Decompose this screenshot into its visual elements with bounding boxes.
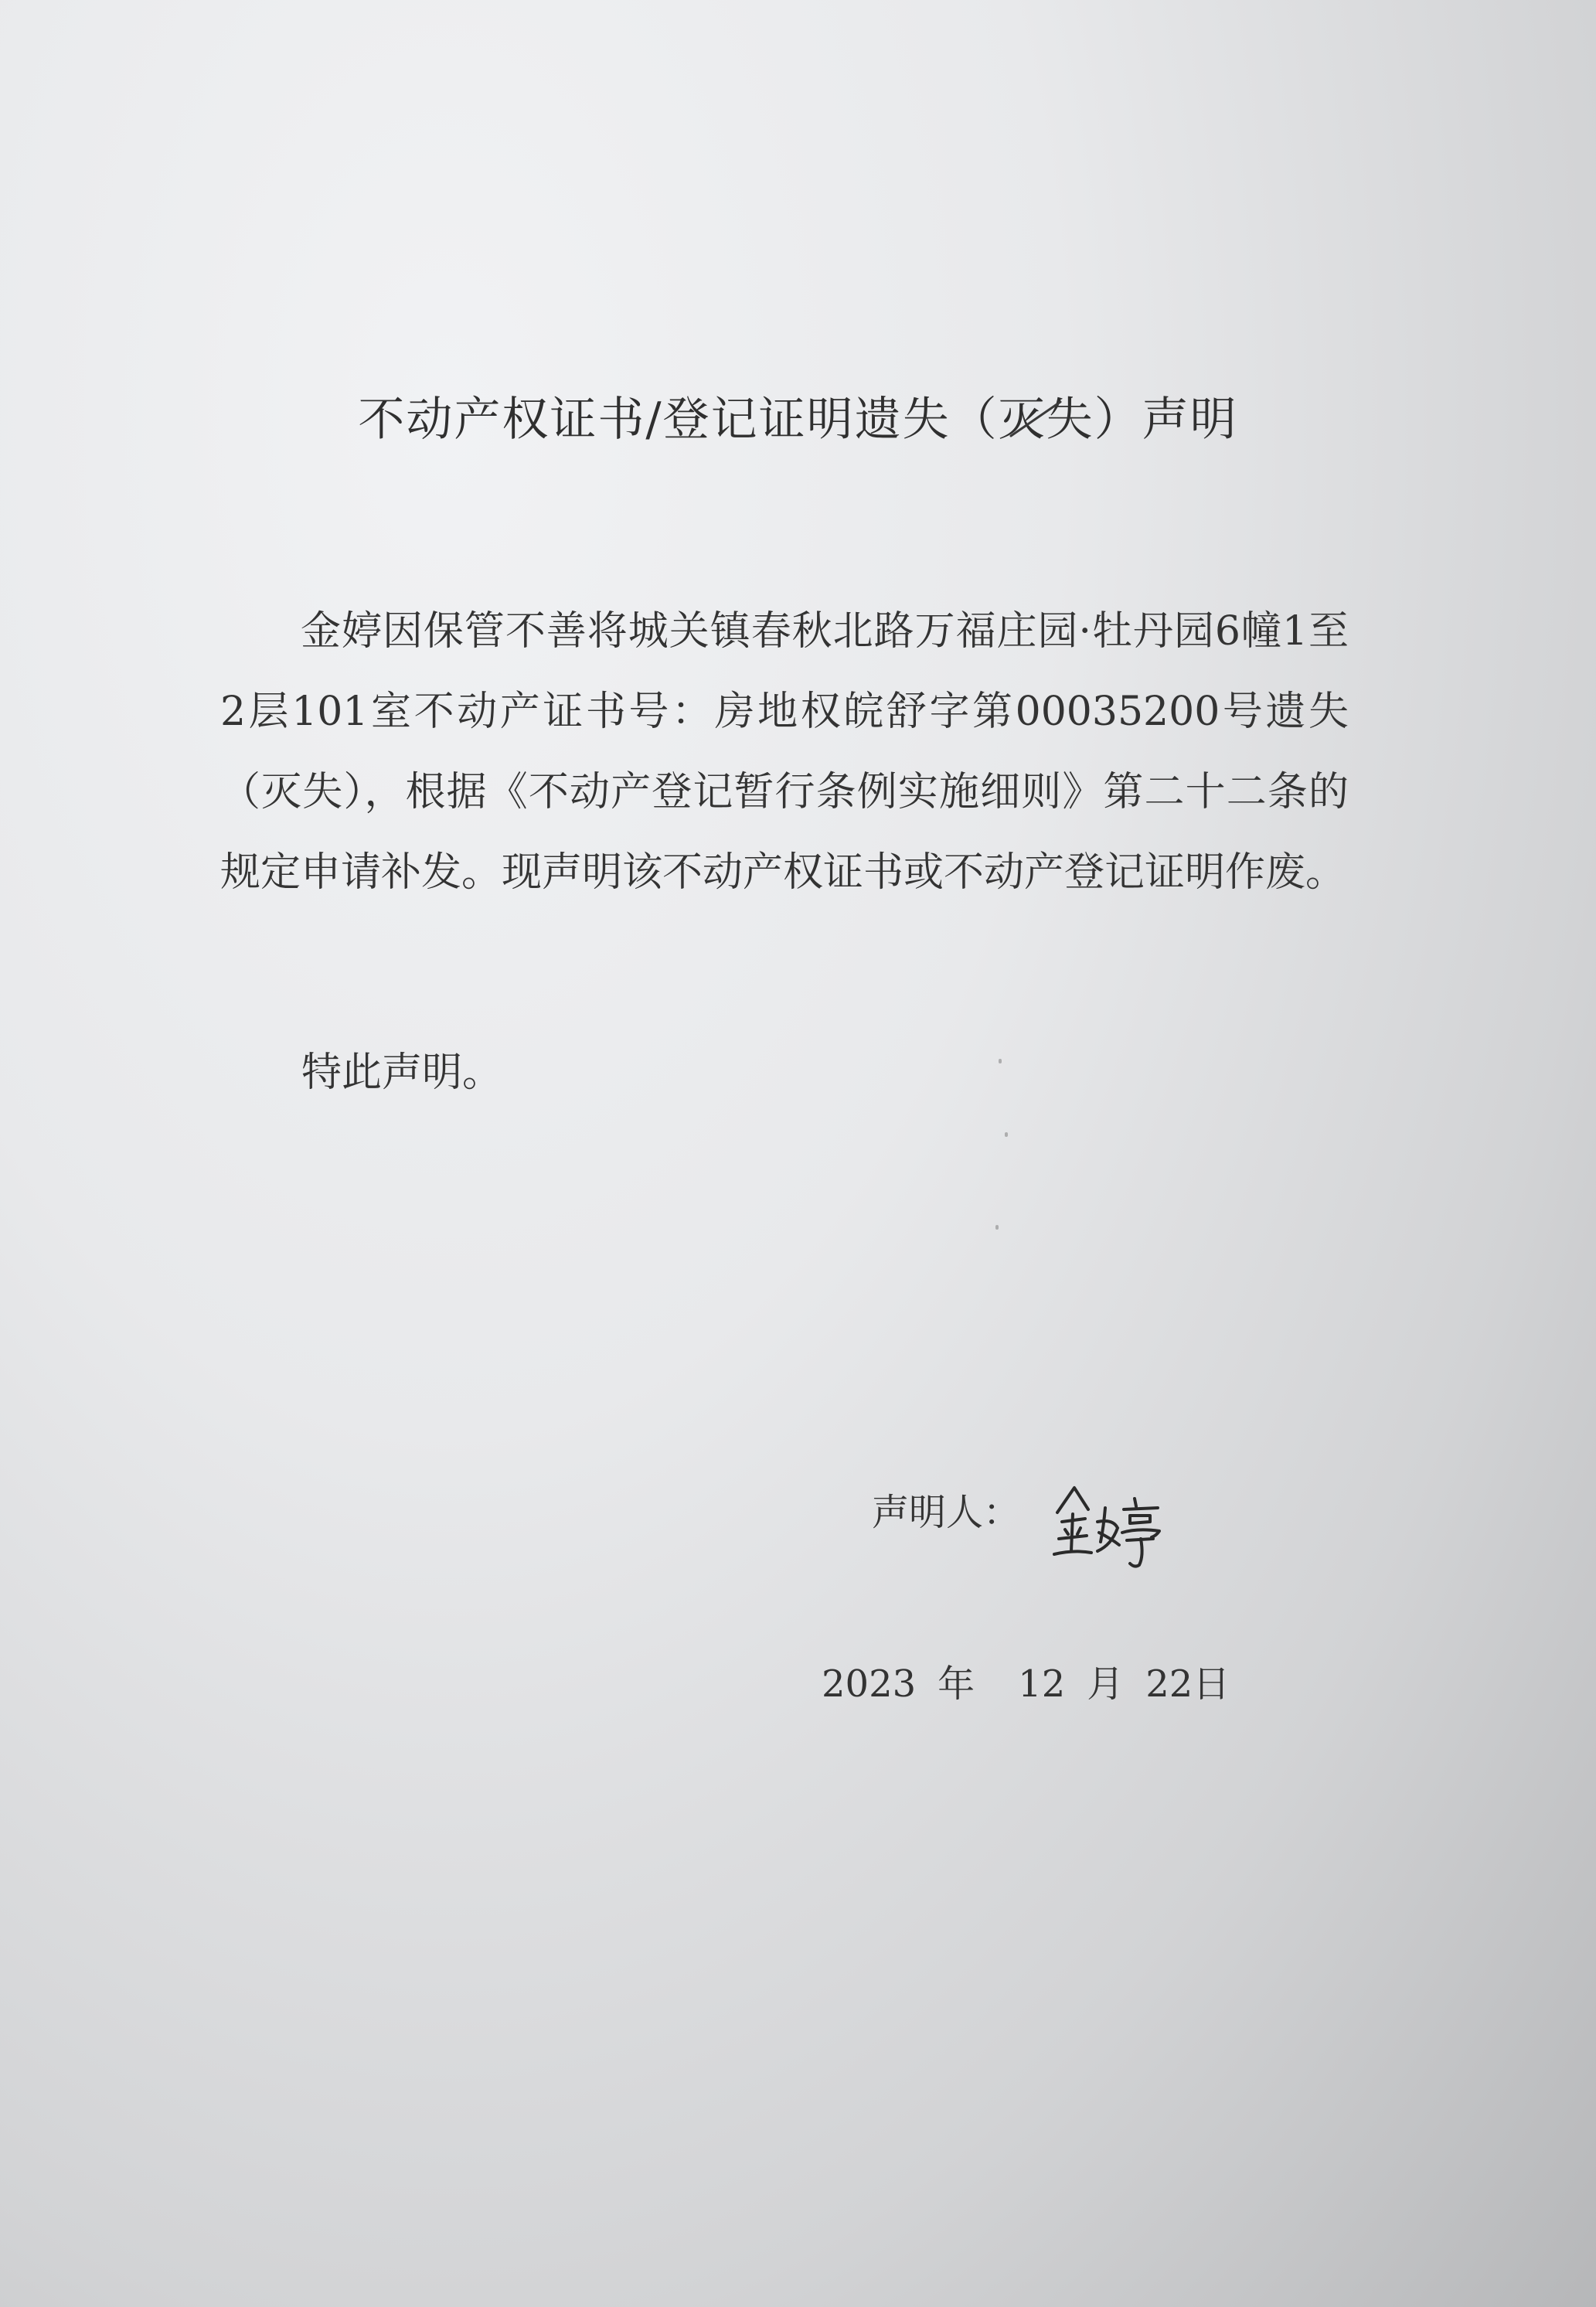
handwritten-signature: [1043, 1465, 1175, 1573]
closing-statement: 特此声明。: [301, 1050, 503, 1096]
strike-through-mark: [1005, 396, 1067, 442]
document-title: 不动产权证书/登记证明遗失（灭失）声明: [358, 393, 1238, 447]
date-year-unit: 年: [938, 1662, 975, 1706]
date-day: 22: [1145, 1662, 1193, 1706]
date-year: 2023: [822, 1662, 917, 1706]
declarant-label: 声明人：: [872, 1491, 1021, 1534]
declaration-date: [822, 1654, 1230, 1707]
declaration-body: 金婷因保管不善将城关镇春秋北路万福庄园·牡丹园6幢1至2层101室不动产证书号：房地权皖舒字第00035200号遗失（灭失），根据《不动产登记暂行条例实施细则》第二十二条的规定申请补发。现声明该不动产权证书或不动产登记证明作废。: [220, 608, 1349, 896]
date-month: 12: [1018, 1662, 1066, 1706]
date-month-unit: 月: [1087, 1662, 1125, 1706]
date-day-unit: 日: [1193, 1662, 1230, 1706]
